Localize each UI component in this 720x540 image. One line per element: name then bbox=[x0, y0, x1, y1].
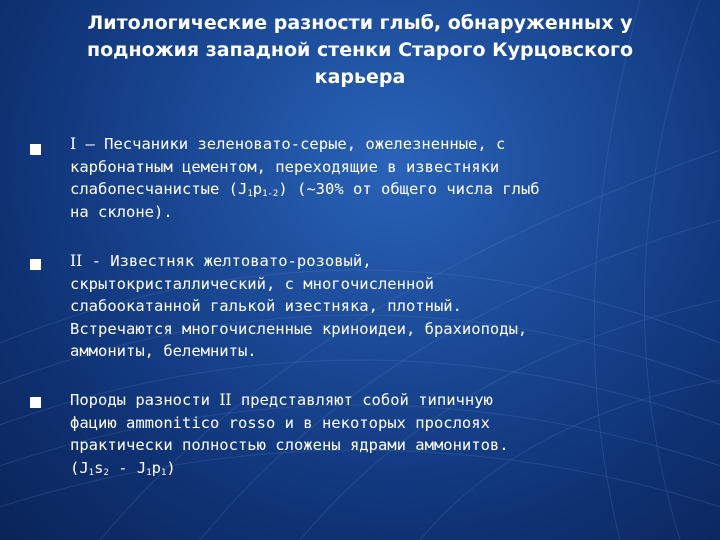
item-text: представляют собой типичную bbox=[231, 391, 493, 409]
list-item-3 bbox=[70, 389, 700, 479]
item-text: ) bbox=[166, 458, 176, 477]
title-line-3: карьера bbox=[314, 66, 406, 88]
subscript: 1 bbox=[247, 189, 253, 199]
bullet-square-icon bbox=[30, 397, 41, 408]
list-item-2 bbox=[70, 250, 700, 363]
item-text: на склоне). bbox=[70, 202, 173, 221]
roman-numeral: II bbox=[219, 391, 232, 409]
item-text: – Песчаники зеленовато-серые, ожелезненные, с bbox=[76, 135, 506, 153]
subscript: 1 bbox=[88, 467, 95, 478]
subscript: 2 bbox=[103, 467, 109, 478]
item-text: (J bbox=[70, 458, 89, 477]
item-text: практически полностью сложены ядрами аммонитов. bbox=[70, 436, 509, 454]
title-line-1: Литологические разности глыб, обнаруженных у bbox=[87, 12, 633, 34]
list-item-1 bbox=[70, 133, 700, 223]
item-text: аммониты, белемниты. bbox=[70, 342, 257, 360]
item-text: s bbox=[94, 458, 104, 477]
item-text: p bbox=[252, 180, 263, 198]
bullet-square-icon bbox=[30, 144, 41, 155]
item-text: скрытокристаллический, с многочисленной bbox=[70, 274, 434, 293]
item-text: - J bbox=[108, 458, 147, 477]
item-text: карбонатным цементом, переходящие в известняки bbox=[70, 157, 500, 176]
item-text: p bbox=[151, 458, 161, 477]
item-text: слабопесчанистые (J bbox=[70, 180, 248, 198]
item-text: Встречаются многочисленные криноидеи, брахиоподы, bbox=[70, 319, 528, 338]
roman-numeral: II bbox=[70, 252, 83, 270]
bullet-square-icon bbox=[30, 259, 41, 270]
item-text: слабоокатанной галькой изестняка, плотный. bbox=[70, 297, 462, 315]
subscript: 1-2 bbox=[262, 189, 279, 199]
item-text: Породы разности bbox=[70, 391, 220, 409]
item-text: фацию ammonitico rosso и в некоторых прослоях bbox=[70, 413, 490, 432]
item-text: - Известняк желтовато-розовый, bbox=[82, 252, 372, 270]
title-line-2: подножия западной стенки Старого Курцовского bbox=[86, 39, 633, 61]
roman-numeral: I bbox=[70, 135, 77, 153]
subscript: 1 bbox=[146, 467, 152, 478]
item-text: ) (~30% от общего числа глыб bbox=[278, 180, 540, 198]
subscript: 1 bbox=[160, 467, 167, 478]
